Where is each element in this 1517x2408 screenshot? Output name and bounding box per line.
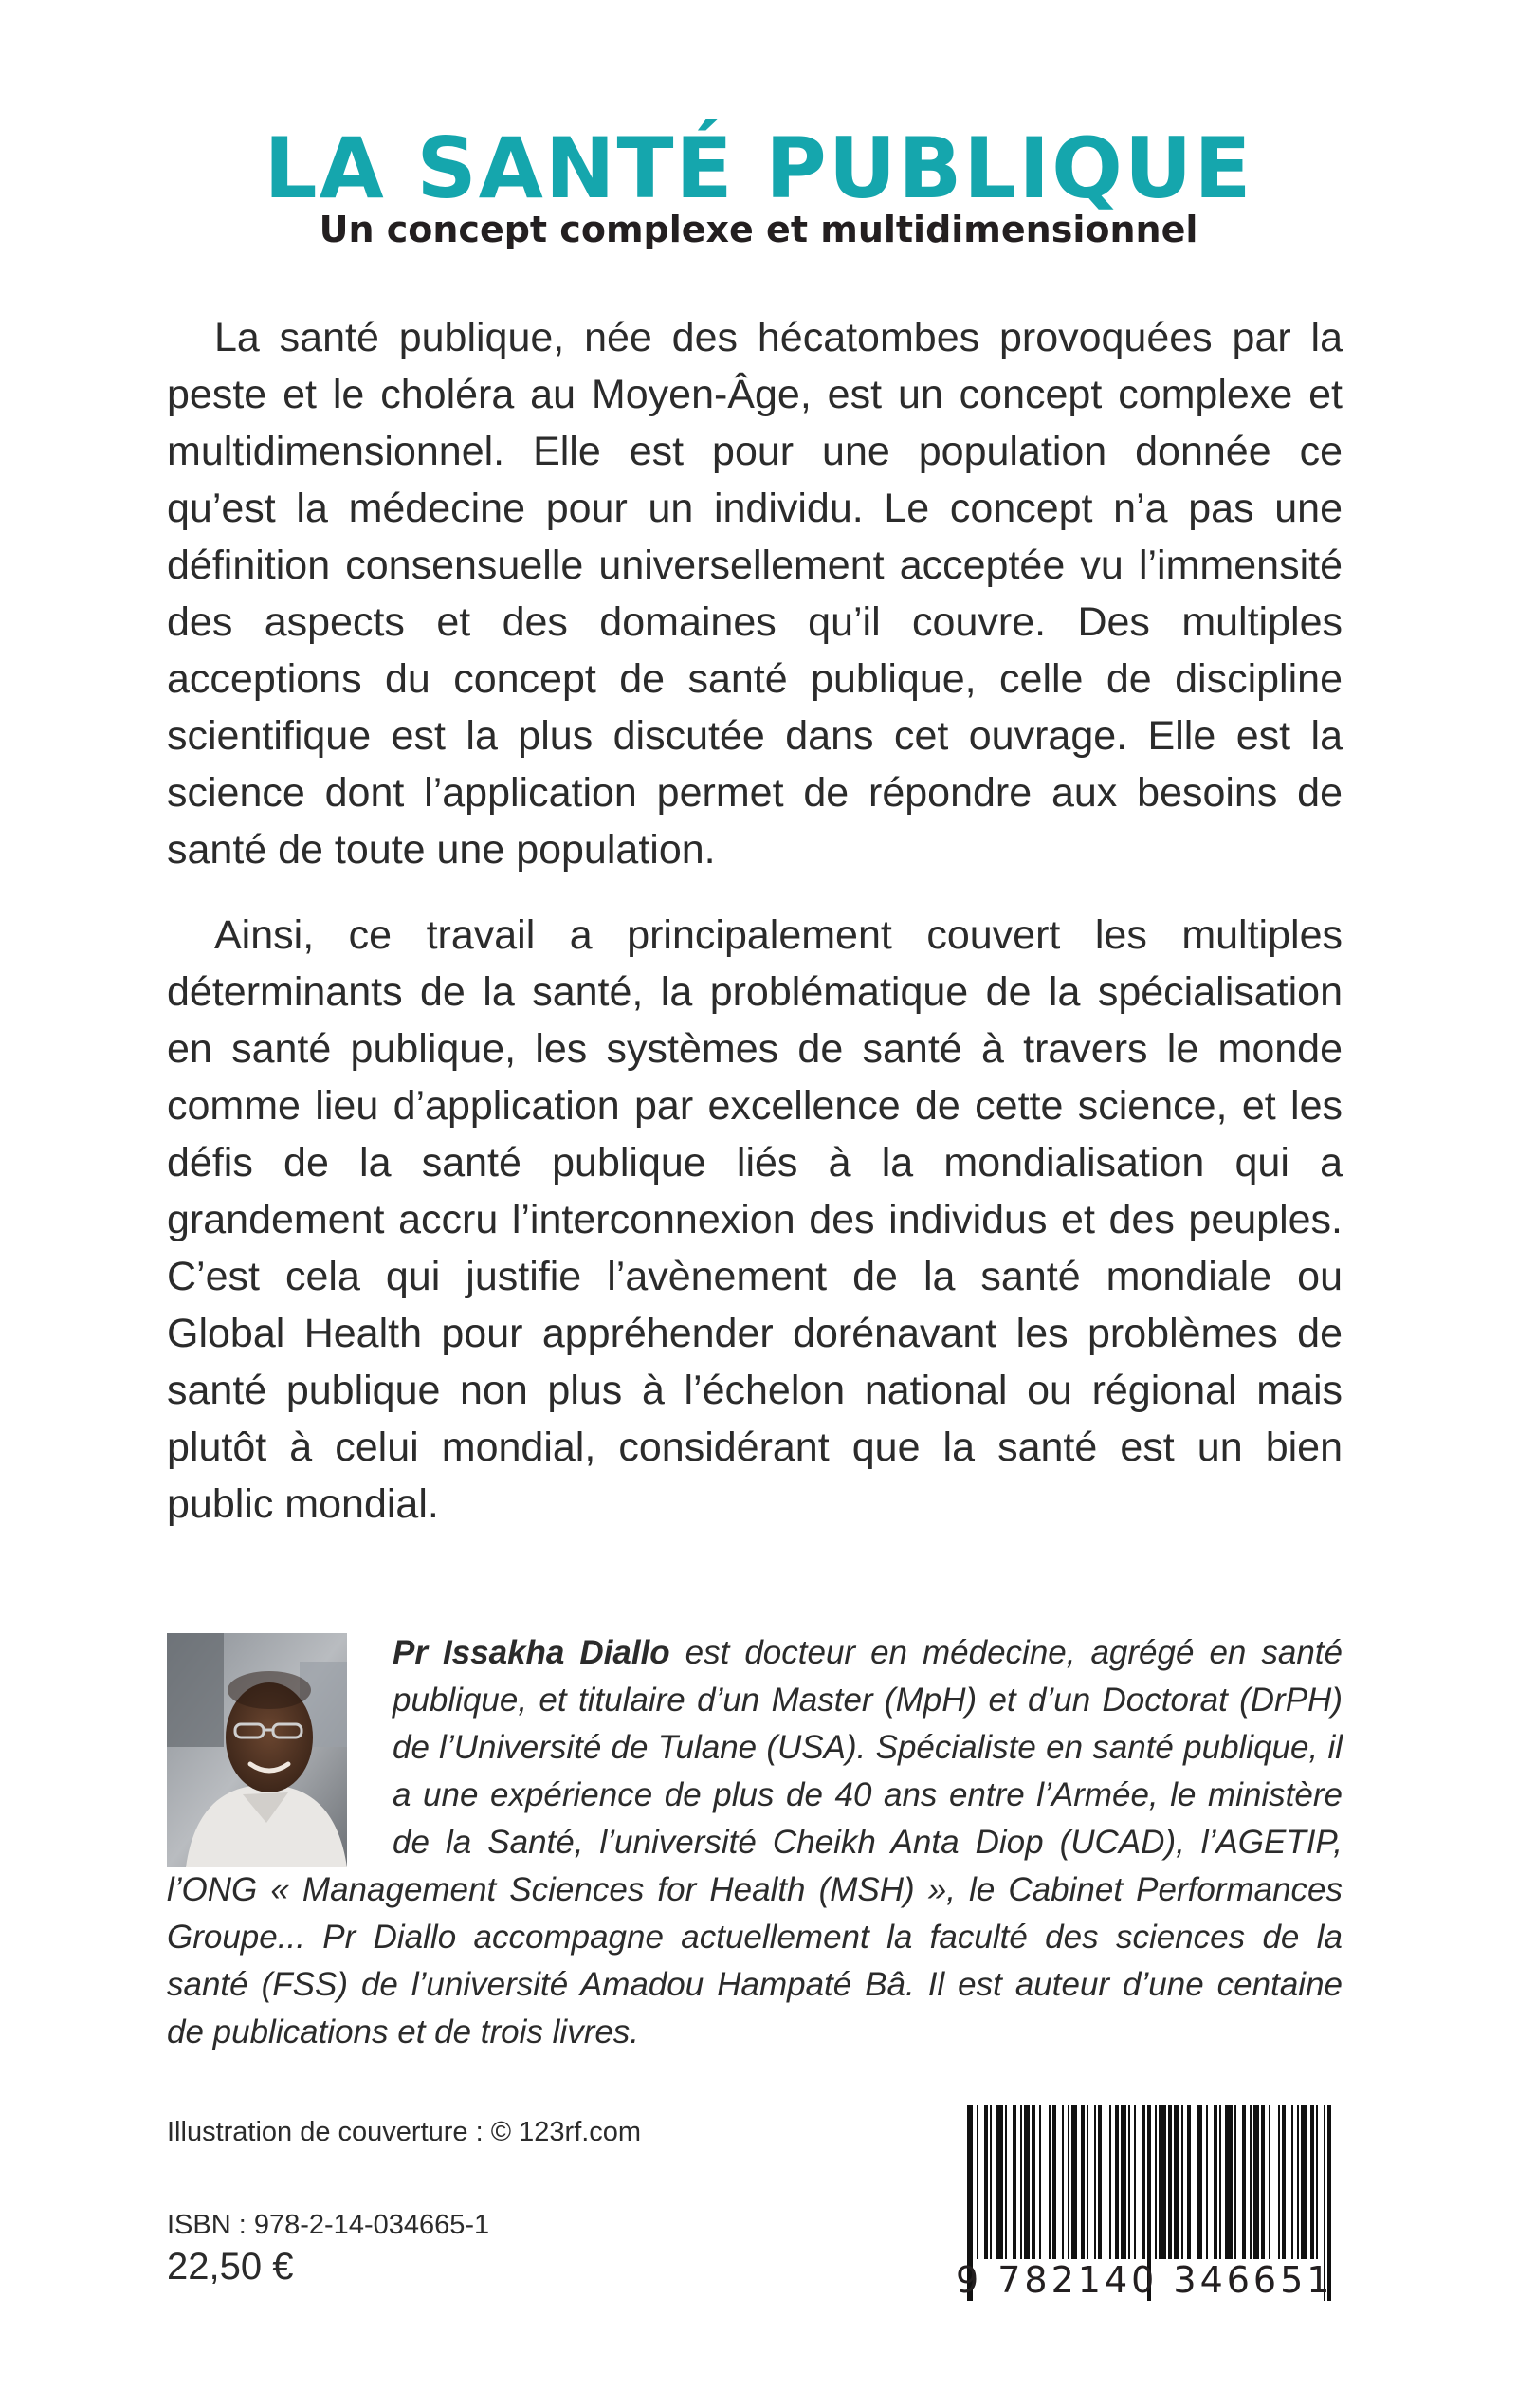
author-bio-text: est docteur en médecine, agrégé en santé publique, et titulaire d’un Master (MpH) et d’un Doctorat (DrPH) de l’Université de Tulane (USA). Spécialiste en santé publique, il a une expérience de plus de 40 ans entre l’Armée, le ministère de la Santé, l’université Cheikh Anta Diop (UCAD), l’AGETIP, l’ONG « Management Sciences for Health (MSH) », le Cabinet Performances Groupe... Pr Diallo accompagne actuellement la faculté des sciences de la santé (FSS) de l’université Amadou Hampaté Bâ. Il est auteur d’une centaine de publications et de trois livres. [167,1634,1343,2050]
barcode-digits: 9 782140 346651 [956,2259,1334,2301]
book-subtitle: Un concept complexe et multidimensionnel [319,209,1198,250]
price: 22,50 € [167,2246,294,2288]
author-name: Pr Issakha Diallo [393,1634,670,1671]
book-title: LA SANTÉ PUBLIQUE [264,119,1253,217]
isbn: ISBN : 978-2-14-034665-1 [167,2210,490,2240]
summary-paragraph-2: Ainsi, ce travail a principalement couvert les multiples déterminants de la santé, la problématique de la spécialisation en santé publique, les systèmes de santé à travers le monde comme lieu d’application par excellence de cette science, et les défis de la santé publique liés à la mondialisation qui a grandement accru l’interconnexion des individus et des peuples. C’est cela qui justifie l’avènement de la santé mondiale ou Global Health pour appréhender dorénavant les problèmes de santé publique non plus à l’échelon national ou régional mais plutôt à celui mondial, considérant que la santé est un bien public mondial. [167,912,1343,1527]
illustration-credit: Illustration de couverture : © 123rf.com [167,2117,642,2147]
summary-paragraph-1: La santé publique, née des hécatombes provoquées par la peste et le choléra au Moyen-Âge, est un concept complexe et multidimensionnel. Elle est pour une population donnée ce qu’est la médecine pour un individu. Le concept n’a pas une définition consensuelle universellement acceptée vu l’immensité des aspects et des domaines qu’il couvre. Des multiples acceptions du concept de santé publique, celle de discipline scientifique est la plus discutée dans cet ouvrage. Elle est la science dont l’application permet de répondre aux besoins de santé de toute une population. [167,315,1343,873]
author-bio [167,1629,1343,2056]
